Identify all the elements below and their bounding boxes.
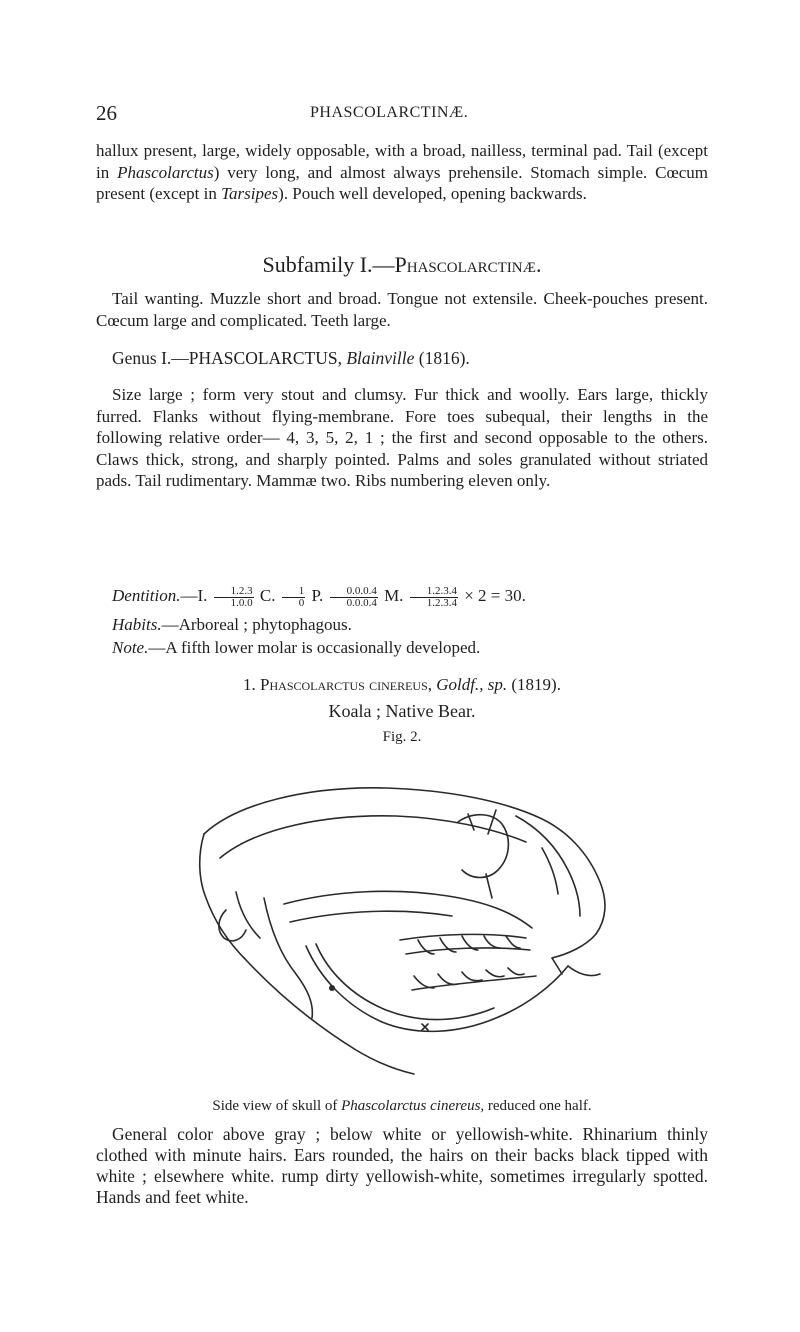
premolar-fraction: $\frac{0.0.0.4}{0.0.0.4}$ [330, 586, 378, 609]
species-description: General color above gray ; below white or yellowish-white. Rhinarium thinly clothed with minute hairs. Ears rounded, the hairs on their backs black tipped with white ; elsewhere white. rump dirty yellowish-white, sometimes irregularly spotted. Hands and feet white. [96, 1124, 708, 1207]
incisor-fraction: $\frac{1.2.3}{1.0.0}$ [214, 586, 254, 609]
running-head: PHASCOLARCTINÆ. [310, 104, 469, 121]
subfamily-heading: Subfamily I.—Phascolarctinæ. [262, 252, 542, 277]
subfamily-description: Tail wanting. Muzzle short and broad. Tongue not extensile. Cheek-pouches present. Cœcum large and complicated. Teeth large. [96, 289, 708, 330]
dentition-formula: Dentition.—I. $\frac{1.2.3}{1.0.0}$ C. $\frac{1}{0}$ P. $\frac{0.0.0.4}{0.0.0.4}$ M. $\frac{1.2.3.4}{1.2.3.4}$ × 2 = 30. [112, 584, 526, 609]
genus-description: Size large ; form very stout and clumsy. Fur thick and woolly. Ears large, thickly furred. Flanks without flying-membrane. Fore toes subequal, their lengths in the following relative order— 4, 3, 5, 2, 1 ; the first and second opposable to the others. Claws thick, strong, and sharply pointed. Palms and soles granulated without striated pads. Tail rudimentary. Mammæ two. Ribs numbering eleven only. [96, 385, 708, 490]
skull-illustration [196, 778, 616, 1086]
canine-fraction: $\frac{1}{0}$ [282, 586, 306, 609]
figure-caption: Side view of skull of Phascolarctus cinereus, reduced one half. [212, 1098, 592, 1114]
molar-fraction: $\frac{1.2.3.4}{1.2.3.4}$ [410, 586, 458, 609]
intro-paragraph: hallux present, large, widely opposable, with a broad, nailless, terminal pad. Tail (except in Phascolarctus) very long, and almost always prehensile. Stomach simple. Cœcum present (except in Tarsipes). Pouch well developed, opening backwards. [96, 141, 708, 203]
species-heading: 1. Phascolarctus cinereus, Goldf., sp. (1819). [243, 675, 561, 694]
common-names: Koala ; Native Bear. [328, 701, 476, 721]
habits-line: Habits.—Arboreal ; phytophagous. [112, 615, 352, 634]
figure-label: Fig. 2. [382, 729, 422, 745]
note-line: Note.—A fifth lower molar is occasionally developed. [112, 638, 481, 657]
genus-heading: Genus I.—PHASCOLARCTUS, Blainville (1816). [112, 348, 470, 368]
page-number: 26 [96, 101, 117, 125]
